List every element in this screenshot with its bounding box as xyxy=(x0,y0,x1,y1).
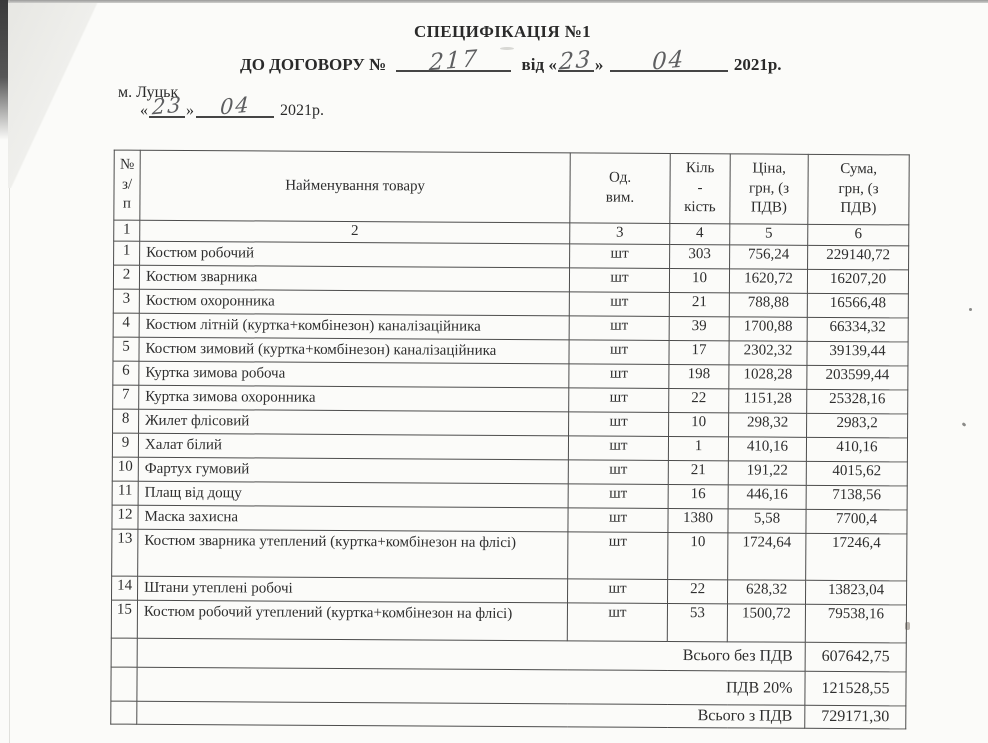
cell-price: 1500,72 xyxy=(727,604,805,642)
cell-unit: шт xyxy=(569,364,669,389)
total-label: Всього без ПДВ xyxy=(137,638,805,671)
column-number: 4 xyxy=(670,223,730,244)
cell-unit: шт xyxy=(568,460,668,485)
cell-qty: 21 xyxy=(669,292,729,316)
specification-table xyxy=(110,150,909,730)
city-label: м. Луцьк xyxy=(118,84,179,101)
cell-unit: шт xyxy=(569,268,669,293)
cell-price: 628,32 xyxy=(728,580,806,604)
cell-num: 7 xyxy=(113,385,139,409)
cell-qty: 10 xyxy=(669,412,729,436)
cell-price: 2302,32 xyxy=(729,341,807,365)
cell-num: 11 xyxy=(112,481,138,505)
open-quote: « xyxy=(140,102,148,119)
cell-sum: 39139,44 xyxy=(807,341,908,366)
scan-left-edge-artifact xyxy=(0,0,8,140)
total-value: 121528,55 xyxy=(805,671,906,706)
cell-name: Куртка зимова робоча xyxy=(139,361,569,388)
header-qty: Кіль - кість xyxy=(670,153,730,223)
date-year: 2021р. xyxy=(280,102,324,119)
cell-unit: шт xyxy=(568,579,668,604)
cell-price: 446,16 xyxy=(728,485,806,509)
corner-fold-shadow xyxy=(8,3,118,188)
cell-qty: 1380 xyxy=(668,508,728,532)
header-sum: Сума, грн, (з ПДВ) xyxy=(808,154,909,225)
cell-name: Фартух гумовий xyxy=(138,457,568,484)
cell-qty: 303 xyxy=(670,244,730,268)
contract-line-prefix: ДО ДОГОВОРУ № xyxy=(240,55,387,74)
cell-unit: шт xyxy=(569,412,669,437)
total-stub-cell xyxy=(111,638,137,667)
cell-sum: 25328,16 xyxy=(807,389,908,414)
cell-sum: 66334,32 xyxy=(807,317,908,342)
cell-unit: шт xyxy=(568,508,668,533)
scan-speck xyxy=(962,422,967,427)
total-label: ПДВ 20% xyxy=(137,667,805,705)
cell-price: 410,16 xyxy=(728,437,806,461)
cell-qty: 17 xyxy=(669,340,729,364)
cell-qty: 10 xyxy=(669,268,729,292)
cell-sum: 16566,48 xyxy=(807,293,908,318)
cell-name: Куртка зимова охоронника xyxy=(139,385,569,412)
cell-price: 1700,88 xyxy=(729,317,807,341)
column-number: 1 xyxy=(114,220,140,241)
cell-unit: шт xyxy=(568,532,668,580)
column-number: 2 xyxy=(140,220,570,244)
cell-sum: 410,16 xyxy=(806,437,907,462)
cell-price: 1620,72 xyxy=(729,269,807,293)
cell-unit: шт xyxy=(568,436,668,461)
cell-name: Маска захисна xyxy=(138,505,568,532)
cell-name: Костюм охоронника xyxy=(139,289,569,316)
cell-price: 1151,28 xyxy=(729,389,807,413)
cell-name: Костюм літній (куртка+комбінезон) каналізаційника xyxy=(139,313,569,340)
document-title: СПЕЦИФІКАЦІЯ №1 xyxy=(414,22,592,41)
cell-unit: шт xyxy=(569,340,669,365)
cell-num: 2 xyxy=(113,265,139,289)
header-price: Ціна, грн, (з ПДВ) xyxy=(730,154,808,224)
contract-year: 2021р. xyxy=(733,55,782,74)
cell-sum: 229140,72 xyxy=(808,245,909,270)
cell-name: Костюм зимовий (куртка+комбінезон) каналізаційника xyxy=(139,337,569,364)
cell-price: 1028,28 xyxy=(729,365,807,389)
cell-unit: шт xyxy=(567,603,667,642)
total-value: 607642,75 xyxy=(805,642,906,672)
cell-price: 756,24 xyxy=(730,245,808,269)
date-month-handwritten: 04 xyxy=(219,92,251,120)
table-body xyxy=(111,241,909,729)
cell-sum: 7700,4 xyxy=(806,509,907,534)
contract-day-blank xyxy=(558,46,594,76)
contract-number-handwritten: 217 xyxy=(428,45,480,77)
cell-qty: 22 xyxy=(669,388,729,412)
header-name: Найменування товару xyxy=(140,150,570,223)
table-header-row xyxy=(114,150,909,225)
cell-num: 6 xyxy=(113,361,139,385)
cell-unit: шт xyxy=(570,244,670,269)
cell-price: 191,22 xyxy=(728,461,806,485)
header-num: № з/ п xyxy=(114,150,140,220)
cell-name: Костюм зварника утеплений (куртка+комбінезон на флісі) xyxy=(138,529,568,579)
cell-num: 1 xyxy=(114,241,140,265)
cell-num: 9 xyxy=(112,433,138,457)
cell-unit: шт xyxy=(569,292,669,317)
cell-price: 1724,64 xyxy=(728,533,806,580)
cell-num: 4 xyxy=(113,313,139,337)
cell-sum: 13823,04 xyxy=(805,580,906,605)
cell-name: Жилет флісовий xyxy=(139,409,569,436)
total-label: Всього з ПДВ xyxy=(137,701,805,728)
cell-sum: 2983,2 xyxy=(807,413,908,438)
cell-qty: 22 xyxy=(668,579,728,603)
date-day-blank xyxy=(149,92,185,120)
cell-name: Штани утеплені робочі xyxy=(138,576,568,603)
cell-qty: 16 xyxy=(668,484,728,508)
cell-price: 788,88 xyxy=(729,293,807,317)
cell-sum: 203599,44 xyxy=(807,365,908,390)
contract-line xyxy=(240,45,782,77)
cell-qty: 53 xyxy=(667,603,727,641)
contract-number-blank xyxy=(396,45,511,77)
total-value: 729171,30 xyxy=(805,705,906,729)
cell-unit: шт xyxy=(569,316,669,341)
cell-num: 3 xyxy=(113,289,139,313)
cell-name: Халат білий xyxy=(138,433,568,460)
total-stub-cell xyxy=(111,667,137,701)
cell-name: Костюм робочий xyxy=(140,241,570,268)
column-number: 6 xyxy=(808,224,909,246)
cell-qty: 198 xyxy=(669,364,729,388)
scan-speck xyxy=(969,308,972,311)
cell-name: Плащ від дощу xyxy=(138,481,568,508)
cell-qty: 1 xyxy=(668,436,728,460)
contract-month-blank xyxy=(610,46,728,76)
scan-top-edge-artifact xyxy=(0,0,988,3)
cell-price: 298,32 xyxy=(729,413,807,437)
cell-num: 10 xyxy=(112,457,138,481)
cell-qty: 10 xyxy=(668,532,728,579)
total-row xyxy=(111,667,906,706)
total-stub-cell xyxy=(111,701,137,724)
cell-num: 14 xyxy=(112,576,138,600)
contract-line-vid: від xyxy=(521,55,545,74)
close-quote: » xyxy=(594,55,604,74)
column-number: 5 xyxy=(730,224,808,245)
cell-unit: шт xyxy=(569,388,669,413)
cell-qty: 21 xyxy=(668,460,728,484)
table-row xyxy=(112,529,907,581)
cell-sum: 4015,62 xyxy=(806,461,907,486)
header-unit: Од. вим. xyxy=(570,153,670,224)
cell-num: 15 xyxy=(111,600,137,638)
cell-name: Костюм зварника xyxy=(139,265,569,292)
contract-month-handwritten: 04 xyxy=(651,46,686,76)
cell-sum: 16207,20 xyxy=(807,269,908,294)
cell-sum: 17246,4 xyxy=(806,533,907,581)
table-row xyxy=(111,600,906,643)
cell-price: 5,58 xyxy=(728,509,806,533)
cell-unit: шт xyxy=(568,484,668,509)
cell-name: Костюм робочий утеплений (куртка+комбінезон на флісі) xyxy=(137,600,567,641)
cell-sum: 7138,56 xyxy=(806,485,907,510)
open-quote: « xyxy=(548,55,557,74)
date-day-handwritten: 23 xyxy=(151,92,183,120)
cell-num: 5 xyxy=(113,337,139,361)
cell-num: 12 xyxy=(112,505,138,529)
column-number: 3 xyxy=(570,223,670,245)
contract-day-handwritten: 23 xyxy=(558,46,594,76)
cell-qty: 39 xyxy=(669,316,729,340)
date-month-blank xyxy=(196,92,274,120)
close-quote: » xyxy=(186,102,194,119)
cell-num: 13 xyxy=(112,529,138,576)
total-row xyxy=(111,701,906,729)
cell-num: 8 xyxy=(113,409,139,433)
date-line xyxy=(140,92,324,120)
cell-sum: 79538,16 xyxy=(805,604,906,643)
